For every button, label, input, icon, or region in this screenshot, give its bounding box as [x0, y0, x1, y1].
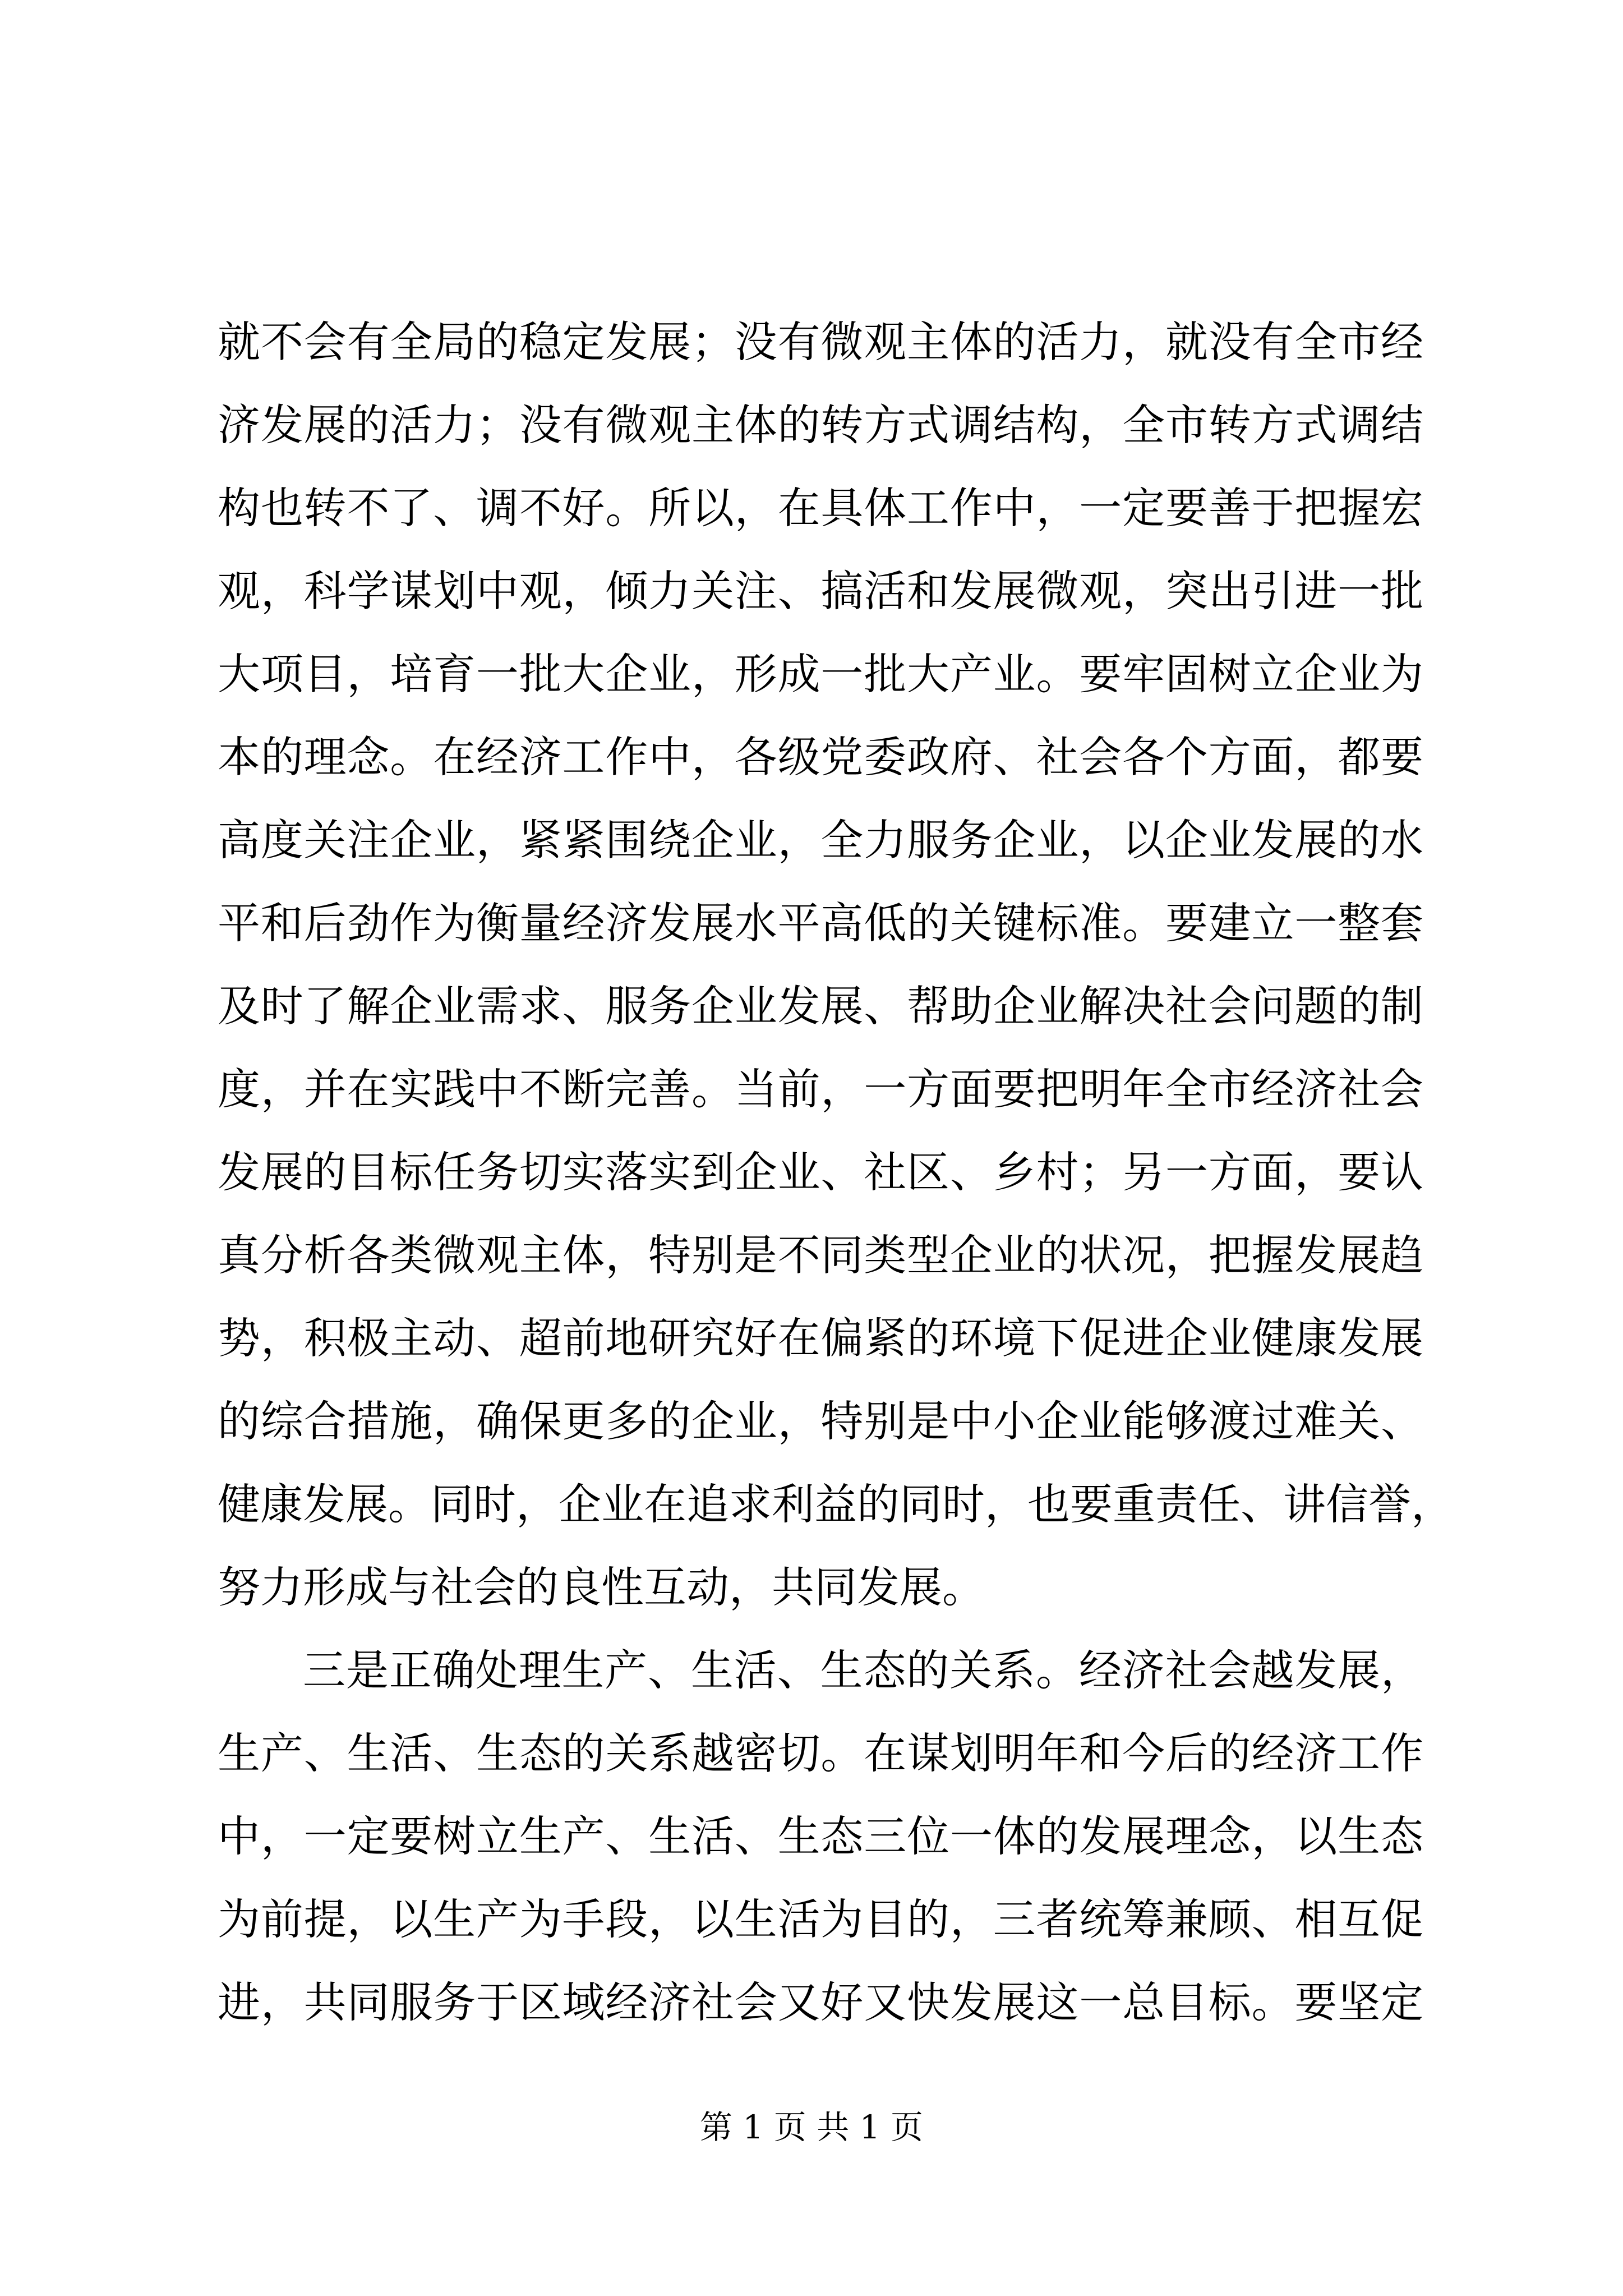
text-line: 高度关注企业，紧紧围绕企业，全力服务企业，以企业发展的水: [218, 815, 1423, 865]
text-line: 进，共同服务于区域经济社会又好又快发展这一总目标。要坚定: [218, 1977, 1423, 2027]
text-line: 平和后劲作为衡量经济发展水平高低的关键标准。要建立一整套: [218, 898, 1423, 948]
page-number-label: 第 1 页 共 1 页: [700, 2108, 923, 2146]
text-line: 度，并在实践中不断完善。当前，一方面要把明年全市经济社会: [218, 1064, 1423, 1114]
text-line: 构也转不了、调不好。所以，在具体工作中，一定要善于把握宏: [218, 483, 1423, 533]
body-text: [218, 301, 1454, 2044]
text-line: 济发展的活力；没有微观主体的转方式调结构，全市转方式调结: [218, 400, 1423, 450]
text-line: 本的理念。在经济工作中，各级党委政府、社会各个方面，都要: [218, 732, 1423, 782]
paragraph-1: [218, 301, 1454, 1629]
page-footer: [0, 2105, 1623, 2150]
text-line: 努力形成与社会的良性互动，共同发展。: [218, 1562, 985, 1612]
text-line: 生产、生活、生态的关系越密切。在谋划明年和今后的经济工作: [218, 1728, 1423, 1778]
text-line: 中，一定要树立生产、生活、生态三位一体的发展理念，以生态: [218, 1811, 1423, 1861]
text-line: 的综合措施，确保更多的企业，特别是中小企业能够渡过难关、: [218, 1396, 1423, 1446]
text-line: 观，科学谋划中观，倾力关注、搞活和发展微观，突出引进一批: [218, 566, 1423, 616]
text-line: 及时了解企业需求、服务企业发展、帮助企业解决社会问题的制: [218, 981, 1423, 1031]
text-line: 为前提，以生产为手段，以生活为目的，三者统筹兼顾、相互促: [218, 1894, 1423, 1944]
paragraph-2: [218, 1629, 1423, 2044]
text-line: 三是正确处理生产、生活、生态的关系。经济社会越发展，: [303, 1645, 1423, 1695]
text-line: 大项目，培育一批大企业，形成一批大产业。要牢固树立企业为: [218, 649, 1423, 699]
text-line: 就不会有全局的稳定发展；没有微观主体的活力，就没有全市经: [218, 317, 1423, 367]
text-line: 势，积极主动、超前地研究好在偏紧的环境下促进企业健康发展: [218, 1313, 1423, 1363]
text-line: 发展的目标任务切实落实到企业、社区、乡村；另一方面，要认: [218, 1147, 1423, 1197]
text-line: 健康发展。同时，企业在追求利益的同时，也要重责任、讲信誉，: [218, 1479, 1454, 1529]
text-line: 真分析各类微观主体，特别是不同类型企业的状况，把握发展趋: [218, 1230, 1423, 1280]
